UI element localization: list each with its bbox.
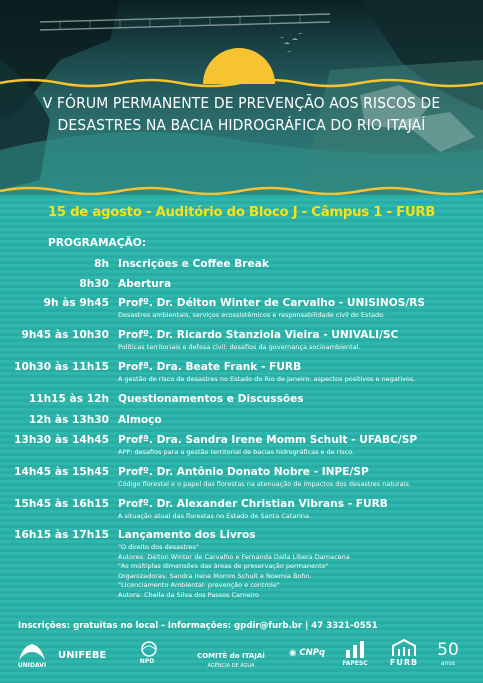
- unifebe-name: UNIFEBE: [58, 650, 107, 661]
- furb-logo: [384, 638, 424, 667]
- fapesc-emblem-icon: [344, 640, 366, 660]
- furb-emblem-icon: [391, 638, 417, 658]
- schedule-description: Autora: Cheila da Silva dos Passos Carneiro: [118, 590, 260, 599]
- wave-decoration: [0, 76, 483, 90]
- schedule-description: "O direito dos desastres": [118, 543, 199, 551]
- schedule-time: 8h: [94, 258, 109, 270]
- wave-decoration: [0, 184, 483, 195]
- comite-subtitle: AGÊNCIA DE ÁGUA: [207, 663, 255, 669]
- schedule-time: 9h45 às 10h30: [21, 329, 109, 341]
- program-heading: PROGRAMAÇÃO:: [48, 237, 146, 249]
- forum-title: [8, 92, 475, 136]
- sponsor-logos: [0, 636, 483, 683]
- schedule-title: Profº. Dr. Délton Winter de Carvalho - UNISINOS/RS: [118, 297, 426, 309]
- cnpq-logo: [284, 648, 330, 658]
- schedule-time: 9h às 9h45: [43, 297, 109, 309]
- unidavi-logo: [12, 642, 52, 669]
- schedule-description: "As múltiplas dimensões das áreas de preservação permanente": [118, 562, 329, 570]
- schedule-time: 10h30 às 11h15: [14, 361, 109, 373]
- schedule-time: 16h15 às 17h15: [14, 529, 109, 541]
- unidavi-emblem-icon: [17, 642, 47, 662]
- fapesc-name: FAPESC: [342, 660, 368, 667]
- schedule-title: Abertura: [118, 278, 172, 290]
- birds-icon: [280, 33, 302, 52]
- unidavi-name: UNIDAVI: [17, 662, 47, 669]
- npd-emblem-icon: [137, 640, 157, 658]
- anniversary-number: 50: [437, 640, 459, 660]
- schedule-title: Profº. Dr. Ricardo Stanziola Vieira - UNIVALI/SC: [118, 329, 399, 341]
- schedule-description: APP: desafios para a gestão territorial de bacias hidrográficas e de risco.: [118, 448, 355, 456]
- schedule-time: 15h45 às 16h15: [14, 498, 109, 510]
- schedule-description: A situação atual das florestas no Estado de Santa Catarina.: [118, 512, 312, 520]
- schedule-title: Profº. Dr. Alexander Christian Vibrans - FURB: [118, 498, 388, 510]
- fapesc-logo: [336, 640, 374, 667]
- unifebe-logo: [58, 650, 122, 661]
- comite-itajai-logo: [190, 652, 272, 669]
- schedule-time: 12h às 13h30: [28, 414, 109, 426]
- comite-name: COMITÊ do ITAJAÍ: [197, 652, 265, 660]
- hero-photo: [0, 0, 483, 195]
- schedule-description: Políticas territoriais e defesa civil: desafios da governança socioambiental.: [118, 343, 361, 351]
- schedule-title: Profª. Dra. Sandra Irene Momm Schult - UFABC/SP: [118, 434, 418, 446]
- title-line-2: DESASTRES NA BACIA HIDROGRÁFICA DO RIO ITAJAÍ: [57, 116, 426, 134]
- schedule-time: 14h45 às 15h45: [14, 466, 109, 478]
- cnpq-name: CNPq: [299, 648, 326, 658]
- furb-50-anos-logo: [428, 640, 468, 667]
- schedule-title: Almoço: [118, 414, 162, 426]
- npd-name: NPD: [139, 658, 155, 665]
- schedule-description: Desastres ambientais, serviços ecossistêmicos e responsabilidade civil do Estado.: [118, 311, 385, 319]
- schedule-description: "Licenciamento Ambiental: prevenção e controle": [118, 581, 280, 589]
- schedule-title: Lançamento dos Livros: [118, 529, 256, 541]
- schedule-title: Inscrições e Coffee Break: [118, 258, 269, 270]
- schedule-description: Autores: Délton Winter de Carvalho e Fernanda Dalla Libera Damacena: [118, 552, 350, 561]
- cnpq-emblem-icon: ◉: [288, 648, 297, 658]
- furb-name: FURB: [389, 658, 419, 667]
- schedule-description: A gestão de risco de desastres no Estado do Rio de Janeiro: aspectos positivos e negativos.: [118, 375, 416, 383]
- event-date-location: 15 de agosto - Auditório do Bloco J - Câmpus 1 - FURB: [47, 205, 436, 220]
- schedule-time: 8h30: [79, 278, 109, 290]
- registration-info: Inscrições: gratuitas no local - Informações: gpdir@furb.br | 47 3321-0551: [18, 621, 378, 631]
- anniversary-word: anos: [440, 660, 456, 667]
- schedule-time: 13h30 às 14h45: [14, 434, 109, 446]
- npd-logo: [130, 640, 164, 665]
- schedule-title: Questionamentos e Discussões: [118, 393, 304, 405]
- title-line-1: V FÓRUM PERMANENTE DE PREVENÇÃO AOS RISCOS DE: [42, 94, 441, 112]
- schedule-description: Organizadoras: Sandra Irene Momm Schult e Noemia Bohn.: [118, 571, 312, 580]
- schedule-title: Profª. Dra. Beate Frank - FURB: [118, 361, 302, 373]
- schedule-description: Código florestal e o papel das florestas na atenuação de impactos dos desastres naturais.: [118, 480, 411, 488]
- schedule-title: Profº. Dr. Antônio Donato Nobre - INPE/SP: [118, 466, 369, 478]
- schedule-time: 11h15 às 12h: [28, 393, 109, 405]
